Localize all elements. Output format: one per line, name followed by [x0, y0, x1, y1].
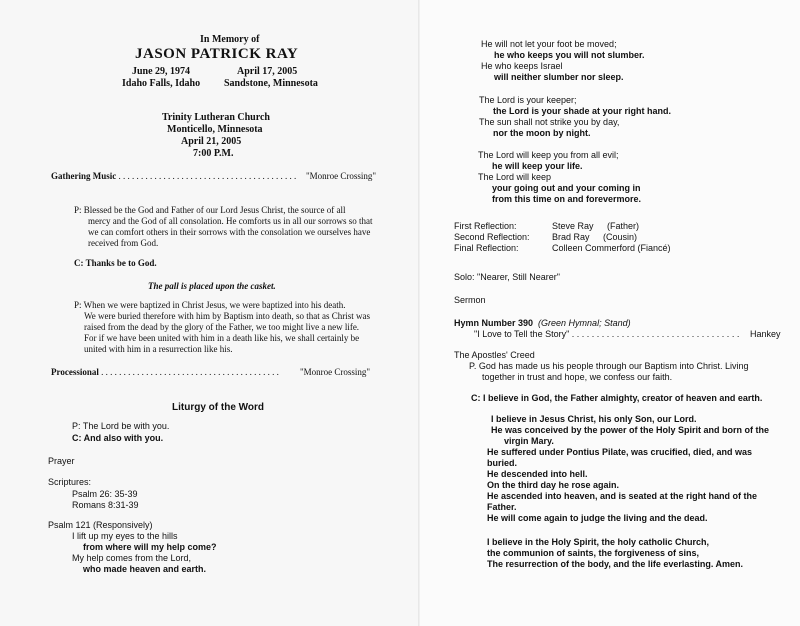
psalm-cont-6: the Lord is your shade at your right hand.: [493, 106, 672, 116]
psalm-cont-8: nor the moon by night.: [493, 128, 591, 138]
reflection-label-3: Final Reflection:: [454, 243, 519, 253]
reflection-relation-2: (Cousin): [603, 232, 638, 242]
psalm-line-4: who made heaven and earth.: [83, 564, 207, 574]
processional-row: [51, 367, 279, 378]
psalm-cont-7: The sun shall not strike you by day,: [479, 117, 620, 127]
creed-c-line-14: The resurrection of the body, and the life everlasting. Amen.: [487, 559, 744, 569]
solo-line: Solo: "Nearer, Still Nearer": [454, 272, 560, 282]
creed-c-line-5: He suffered under Pontius Pilate, was crucified, died, and was: [487, 447, 753, 457]
pall-rubric: The pall is placed upon the casket.: [148, 281, 276, 291]
baptism-line-2: We were buried therefore with him by Baptism into death, so that as Christ was: [84, 311, 370, 321]
creed-c-line-11: He will come again to judge the living and the dead.: [487, 513, 708, 523]
creed-c-line-10: Father.: [487, 502, 517, 512]
service-time: 7:00 P.M.: [193, 148, 234, 159]
congregation-greeting: C: And also with you.: [72, 433, 164, 443]
psalm-cont-11: The Lord will keep: [478, 172, 552, 182]
creed-p-line-2: together in trust and hope, we confess our faith.: [482, 372, 673, 382]
creed-title: The Apostles' Creed: [454, 350, 535, 360]
psalm-line-2: from where will my help come?: [83, 542, 217, 552]
death-date: April 17, 2005: [237, 66, 298, 77]
birth-date: June 29, 1974: [132, 66, 191, 77]
memory-header: In Memory of: [200, 34, 260, 45]
psalm-cont-5: The Lord is your keeper;: [479, 95, 577, 105]
sermon-label: Sermon: [454, 295, 486, 305]
creed-c-line-12: I believe in the Holy Spirit, the holy catholic Church,: [487, 537, 710, 547]
congregation-response-1: C: Thanks be to God.: [74, 258, 157, 268]
right-page: [420, 0, 800, 626]
creed-c-line-2: I believe in Jesus Christ, his only Son, our Lord.: [491, 414, 697, 424]
creed-p-line-1: P. God has made us his people through our Baptism into Christ. Living: [469, 361, 749, 371]
hymn-row: [454, 318, 631, 329]
psalm-title: Psalm 121 (Responsively): [48, 520, 153, 530]
blessing-line-3: we can comfort others in their sorrows with the consolation we ourselves have: [88, 227, 371, 237]
blessing-line-4: received from God.: [88, 238, 159, 248]
pastor-greeting: P: The Lord be with you.: [72, 421, 170, 431]
processional-label: Processional: [51, 367, 99, 377]
creed-c-line-13: the communion of saints, the forgiveness of sins,: [487, 548, 700, 558]
scripture-1: Psalm 26: 35-39: [72, 489, 138, 499]
psalm-line-3: My help comes from the Lord,: [72, 553, 192, 563]
baptism-line-1: P: When we were baptized in Christ Jesus, we were baptized into his death.: [74, 300, 346, 310]
birth-place: Idaho Falls, Idaho: [122, 78, 201, 89]
service-date: April 21, 2005: [181, 136, 242, 147]
hymn-author: Hankey: [750, 329, 781, 339]
deceased-name: JASON PATRICK RAY: [135, 46, 299, 62]
creed-c-line-6: buried.: [487, 458, 518, 468]
baptism-line-4: For if we have been united with him in a death like his, we shall certainly be: [84, 333, 360, 343]
gathering-label: Gathering Music: [51, 171, 117, 181]
creed-c-line-3: He was conceived by the power of the Holy Spirit and born of the: [491, 425, 770, 435]
hymn-dots: . . . . . . . . . . . . . . . . . . . . . . . . . . . . . . . . . .: [569, 329, 740, 339]
gathering-music-row: [51, 171, 296, 182]
creed-c-line-8: On the third day he rose again.: [487, 480, 620, 490]
creed-c-line-9: He ascended into heaven, and is seated at the right hand of the: [487, 491, 758, 501]
processional-dots: . . . . . . . . . . . . . . . . . . . . . . . . . . . . . . . . . . . . . . . .: [98, 367, 279, 377]
creed-c-line-1: C: I believe in God, the Father almighty, creator of heaven and earth.: [471, 393, 763, 403]
reflection-name-2: Brad Ray: [552, 232, 590, 242]
gathering-song: "Monroe Crossing": [306, 171, 377, 181]
prayer-label: Prayer: [48, 456, 75, 466]
hymn-note: (Green Hymnal; Stand): [538, 318, 631, 328]
reflection-label-2: Second Reflection:: [454, 232, 530, 242]
blessing-line-2: mercy and the God of all consolation. He comforts us in all our sorrows so that: [88, 216, 373, 226]
death-place: Sandstone, Minnesota: [224, 78, 318, 89]
creed-c-line-7: He descended into hell.: [487, 469, 588, 479]
reflection-label-1: First Reflection:: [454, 221, 517, 231]
scripture-2: Romans 8:31-39: [72, 500, 139, 510]
church-city: Monticello, Minnesota: [167, 124, 263, 135]
baptism-line-3: raised from the dead by the glory of the Father, we too might live a new life.: [84, 322, 360, 332]
psalm-cont-1: He will not let your foot be moved;: [481, 39, 617, 49]
church-name: Trinity Lutheran Church: [162, 112, 270, 123]
psalm-cont-3: He who keeps Israel: [481, 61, 563, 71]
creed-c-line-4: virgin Mary.: [504, 436, 554, 446]
hymn-title: "I Love to Tell the Story": [474, 329, 570, 339]
psalm-cont-9: The Lord will keep you from all evil;: [478, 150, 619, 160]
liturgy-title: Liturgy of the Word: [172, 402, 265, 413]
psalm-cont-10: he will keep your life.: [492, 161, 583, 171]
reflection-name-3: Colleen Commerford (Fiancé): [552, 243, 671, 253]
psalm-cont-12: your going out and your coming in: [492, 183, 641, 193]
psalm-line-1: I lift up my eyes to the hills: [72, 531, 178, 541]
psalm-cont-13: from this time on and forevermore.: [492, 194, 642, 204]
blessing-line-1: P: Blessed be the God and Father of our Lord Jesus Christ, the source of all: [74, 205, 346, 215]
reflection-relation-1: (Father): [607, 221, 640, 231]
reflection-name-1: Steve Ray: [552, 221, 594, 231]
hymn-title-row: [474, 329, 739, 340]
hymn-number: Hymn Number 390: [454, 318, 534, 328]
gathering-dots: . . . . . . . . . . . . . . . . . . . . . . . . . . . . . . . . . . . . . . . .: [116, 171, 297, 181]
baptism-line-5: united with him in a resurrection like his.: [84, 344, 233, 354]
psalm-cont-4: will neither slumber nor sleep.: [494, 72, 624, 82]
processional-song: "Monroe Crossing": [300, 367, 371, 377]
scriptures-label: Scriptures:: [48, 477, 92, 487]
psalm-cont-2: he who keeps you will not slumber.: [494, 50, 645, 60]
